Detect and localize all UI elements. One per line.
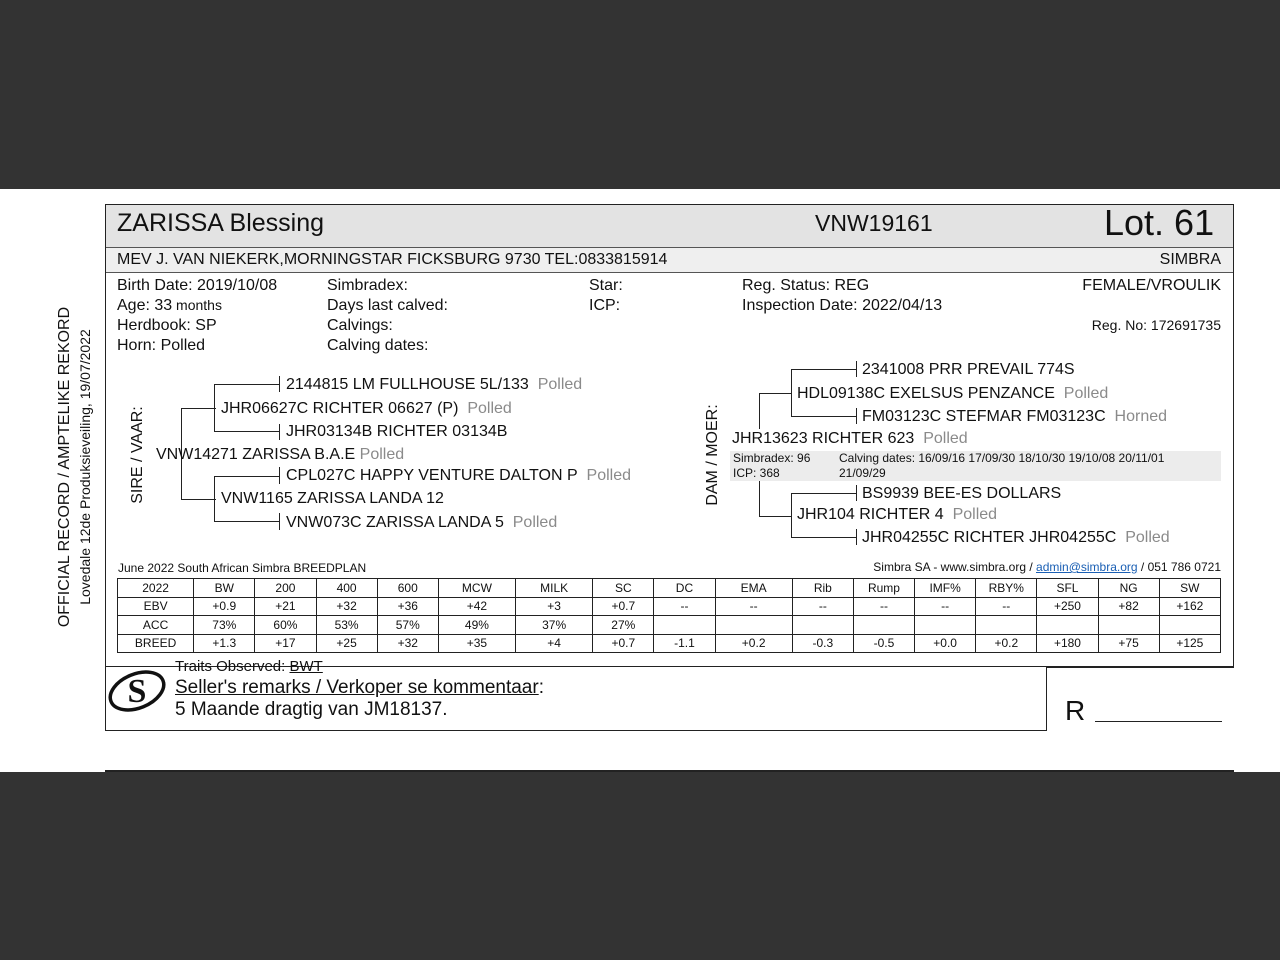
ebv-cell: 53% — [316, 616, 377, 635]
ancestor-name: VNW1165 ZARISSA LANDA 12 — [221, 490, 444, 507]
ebv-header-cell: 2022 — [118, 579, 194, 598]
pedigree-line — [759, 481, 760, 517]
ebv-cell — [915, 616, 976, 635]
ebv-cell — [853, 616, 914, 635]
reg-number: Reg. No: 172691735 — [1091, 317, 1221, 333]
ebv-header-cell: SW — [1159, 579, 1220, 598]
ebv-header-row — [118, 579, 1221, 598]
pedigree-line — [856, 485, 857, 501]
ebv-cell: -- — [654, 597, 715, 616]
horn-status: Polled — [1125, 529, 1170, 546]
animal-name: ZARISSA Blessing — [117, 209, 325, 237]
calving-dates-label: Calving dates: — [327, 337, 429, 354]
horn-status: Horn: Polled — [117, 337, 206, 354]
pedigree-line — [279, 424, 280, 440]
horn-status: Polled — [586, 467, 632, 484]
ebv-header-cell: IMF% — [915, 579, 976, 598]
sire-sire — [221, 400, 512, 418]
ebv-cell: +32 — [377, 634, 438, 653]
ebv-header-cell: 600 — [377, 579, 438, 598]
ebv-header-cell: SC — [593, 579, 654, 598]
simbra-logo-icon — [106, 664, 168, 716]
pedigree-line — [214, 384, 280, 385]
ancestor-name: VNW073C ZARISSA LANDA 5 — [286, 514, 504, 531]
ebv-cell: -- — [792, 597, 853, 616]
traits-value: BWT — [289, 658, 323, 675]
horn-status: Polled — [1063, 385, 1109, 402]
ebv-cell: +25 — [316, 634, 377, 653]
ebv-cell: -- — [915, 597, 976, 616]
remarks-colon: : — [538, 677, 544, 698]
ebv-cell: +42 — [438, 597, 515, 616]
ebv-cell: -- — [715, 597, 792, 616]
pedigree-line — [759, 393, 792, 394]
sire-sire-dam — [286, 423, 507, 441]
dam-dam — [797, 506, 997, 524]
traits-observed — [175, 658, 323, 675]
ancestor-name: JHR104 RICHTER 4 — [797, 506, 944, 523]
pedigree-line — [214, 384, 215, 432]
ebv-cell: EBV — [118, 597, 194, 616]
ebv-cell: 57% — [377, 616, 438, 635]
ancestor-name: JHR03134B RICHTER 03134B — [286, 423, 508, 440]
ancestor-name: CPL027C HAPPY VENTURE DALTON P — [286, 467, 578, 484]
horn-status: Polled — [537, 376, 583, 393]
ebv-cell: +0.7 — [593, 634, 654, 653]
dam-calving-dates: Calving dates: 16/09/16 17/09/30 18/10/30 19/10/08 20/11/01 — [839, 451, 1165, 465]
pedigree-line — [791, 537, 857, 538]
ebv-header-cell: MILK — [516, 579, 593, 598]
sire-sire-sire — [286, 376, 582, 394]
horn-status: Horned — [1114, 408, 1168, 425]
ebv-cell: +36 — [377, 597, 438, 616]
pedigree-line — [279, 376, 280, 392]
pedigree-line — [181, 499, 216, 500]
pedigree-line — [791, 493, 792, 538]
ebv-cell: +21 — [255, 597, 316, 616]
ebv-cell: -- — [853, 597, 914, 616]
sire-dam — [221, 490, 444, 508]
pedigree-line — [214, 521, 280, 522]
breed-label: SIMBRA — [1159, 251, 1221, 268]
ebv-cell — [654, 616, 715, 635]
ebv-cell: BREED — [118, 634, 194, 653]
horn-status: Polled — [923, 430, 968, 447]
dam-label: DAM / MOER: — [704, 404, 721, 506]
dam-dam-sire — [862, 485, 1061, 503]
breedplan-caption: June 2022 South African Simbra BREEDPLAN — [118, 561, 367, 575]
sex-label: FEMALE/VROULIK — [1082, 277, 1221, 294]
animal-id: VNW19161 — [815, 210, 933, 236]
ebv-cell: -0.5 — [853, 634, 914, 653]
inspection-date: Inspection Date: 2022/04/13 — [742, 297, 943, 314]
days-last-calved-label: Days last calved: — [327, 297, 448, 314]
dam-sire-sire — [862, 361, 1075, 379]
ebv-cell: +250 — [1037, 597, 1098, 616]
ebv-header-cell: 400 — [316, 579, 377, 598]
remarks-heading-text: Seller's remarks / Verkoper se kommentaar — [175, 677, 539, 698]
ancestor-name: VNW14271 ZARISSA B.A.E — [156, 446, 356, 463]
ebv-cell: +0.0 — [915, 634, 976, 653]
sire — [156, 446, 404, 464]
pedigree-line — [759, 393, 760, 429]
birth-date: Birth Date: 2019/10/08 — [117, 277, 278, 294]
ebv-cell: -- — [976, 597, 1037, 616]
website: Simbra SA - www.simbra.org / — [873, 560, 1037, 574]
svg-text:S: S — [127, 673, 147, 710]
ebv-cell: 27% — [593, 616, 654, 635]
icp-label: ICP: — [589, 297, 621, 314]
ebv-header-cell: 200 — [255, 579, 316, 598]
ebv-cell: +4 — [516, 634, 593, 653]
ebv-header-cell: MCW — [438, 579, 515, 598]
pedigree-line — [856, 408, 857, 424]
remarks-text: 5 Maande dragtig van JM18137. — [175, 699, 448, 720]
ebv-cell: +1.3 — [194, 634, 255, 653]
ebv-cell — [715, 616, 792, 635]
sire-dam-dam — [286, 514, 557, 532]
ebv-cell: +82 — [1098, 597, 1159, 616]
pedigree-line — [181, 408, 216, 409]
ebv-cell: 49% — [438, 616, 515, 635]
dam — [732, 430, 968, 448]
pedigree-line — [791, 493, 857, 494]
calvings-label: Calvings: — [327, 317, 393, 334]
dam-calving-dates-cont: 21/09/29 — [839, 466, 886, 480]
ebv-cell: 73% — [194, 616, 255, 635]
price-label: R — [1065, 695, 1086, 726]
page-bottom-rule — [105, 770, 1234, 772]
pedigree-line — [856, 361, 857, 377]
ancestor-name: JHR04255C RICHTER JHR04255C — [862, 529, 1117, 546]
ebv-cell — [976, 616, 1037, 635]
ebv-cell: ACC — [118, 616, 194, 635]
ebv-cell: -0.3 — [792, 634, 853, 653]
simbradex-label: Simbradex: — [327, 277, 408, 294]
horn-status: Polled — [467, 400, 512, 417]
pedigree-line — [214, 476, 215, 522]
pedigree-line — [759, 516, 792, 517]
remarks-heading — [175, 677, 544, 699]
ebv-table — [117, 578, 1221, 653]
ancestor-name: 2144815 LM FULLHOUSE 5L/133 — [286, 376, 529, 393]
horn-status: Polled — [359, 446, 405, 463]
ebv-cell: +125 — [1159, 634, 1220, 653]
dam-dam-dam — [862, 529, 1170, 547]
ebv-cell — [792, 616, 853, 635]
pedigree-line — [279, 513, 280, 530]
horn-status: Polled — [952, 506, 998, 523]
ancestor-name: BS9939 BEE-ES DOLLARS — [862, 485, 1062, 502]
ancestor-name: JHR13623 RICHTER 623 — [732, 430, 915, 447]
sire-label: SIRE / VAAR: — [129, 406, 146, 504]
pedigree-line — [791, 369, 792, 417]
ebv-cell: +3 — [516, 597, 593, 616]
ebv-header-cell: RBY% — [976, 579, 1037, 598]
ebv-cell: -1.1 — [654, 634, 715, 653]
ebv-cell: +0.7 — [593, 597, 654, 616]
ebv-cell — [1159, 616, 1220, 635]
phone: / 051 786 0721 — [1137, 560, 1221, 574]
pedigree-line — [791, 416, 857, 417]
ebv-header-cell: Rump — [853, 579, 914, 598]
sire-dam-sire — [286, 467, 631, 485]
sale-name-side-text: Lovedale 12de Produksieveiling, 19/07/2022 — [77, 329, 93, 605]
ancestor-name: 2341008 PRR PREVAIL 774S — [862, 361, 1075, 378]
age-unit: months — [172, 297, 222, 313]
star-label: Star: — [589, 277, 623, 294]
owner-details: MEV J. VAN NIEKERK,MORNINGSTAR FICKSBURG 9730 TEL:0833815914 — [117, 251, 668, 268]
ebv-cell: +0.2 — [976, 634, 1037, 653]
pedigree-line — [214, 476, 280, 477]
ebv-row — [118, 597, 1221, 616]
age — [117, 297, 222, 315]
ebv-cell: +0.9 — [194, 597, 255, 616]
herdbook: Herdbook: SP — [117, 317, 217, 334]
official-record-side-text: OFFICIAL RECORD / AMPTELIKE REKORD — [56, 306, 73, 628]
pedigree-line — [856, 529, 857, 545]
ebv-header-cell: SFL — [1037, 579, 1098, 598]
ebv-cell: 60% — [255, 616, 316, 635]
ebv-cell: +17 — [255, 634, 316, 653]
traits-label: Traits Observed: — [175, 658, 290, 675]
price-input-line[interactable] — [1095, 721, 1222, 722]
ebv-cell — [1098, 616, 1159, 635]
ebv-header-cell: NG — [1098, 579, 1159, 598]
ebv-cell: +75 — [1098, 634, 1159, 653]
pedigree-line — [214, 431, 280, 432]
ebv-cell: +162 — [1159, 597, 1220, 616]
ancestor-name: HDL09138C EXELSUS PENZANCE — [797, 385, 1055, 402]
lot-number: Lot. 61 — [1104, 202, 1215, 243]
ebv-row — [118, 616, 1221, 635]
email-link[interactable]: admin@simbra.org — [1036, 560, 1138, 574]
pedigree-line — [279, 467, 280, 484]
ebv-cell: +35 — [438, 634, 515, 653]
pedigree-line — [791, 369, 857, 370]
horn-status: Polled — [512, 514, 558, 531]
ebv-header-cell: BW — [194, 579, 255, 598]
ebv-cell: 37% — [516, 616, 593, 635]
ebv-cell: +32 — [316, 597, 377, 616]
ebv-header-cell: EMA — [715, 579, 792, 598]
dam-sire — [797, 385, 1108, 403]
dam-icp: ICP: 368 — [733, 466, 780, 480]
dam-simbradex: Simbradex: 96 — [733, 451, 811, 465]
ebv-cell: +180 — [1037, 634, 1098, 653]
ancestor-name: JHR06627C RICHTER 06627 (P) — [221, 400, 459, 417]
reg-status: Reg. Status: REG — [742, 277, 870, 294]
age-value: Age: 33 — [117, 297, 173, 314]
ebv-cell: +0.2 — [715, 634, 792, 653]
ebv-row — [118, 634, 1221, 653]
ebv-header-cell: Rib — [792, 579, 853, 598]
ebv-header-cell: DC — [654, 579, 715, 598]
ancestor-name: FM03123C STEFMAR FM03123C — [862, 408, 1106, 425]
dam-sire-dam — [862, 408, 1167, 426]
ebv-cell — [1037, 616, 1098, 635]
contact-caption — [873, 560, 1221, 574]
